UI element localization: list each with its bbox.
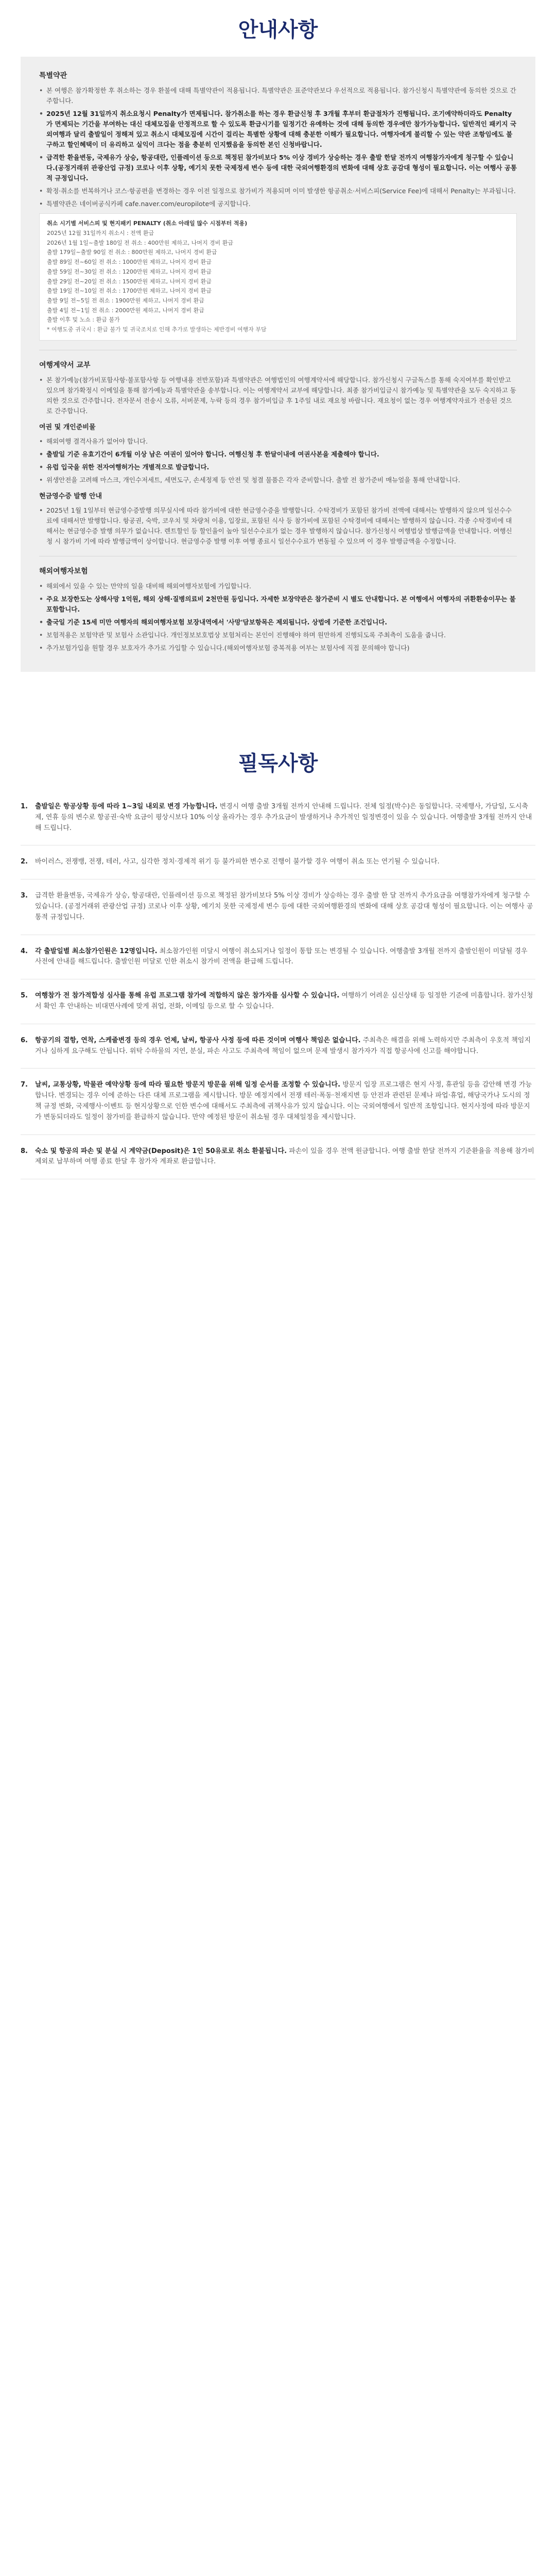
fee-row: 2025년 12월 31일까지 취소시 : 전액 환급 [47,230,154,237]
insurance-heading: 해외여행자보험 [39,567,88,575]
receipt-list [39,505,517,547]
notice-box [21,57,535,672]
item-text [35,891,535,923]
fee-row: 출발 59일 전~30일 전 취소 : 1200만원 제하고, 나머지 경비 환급 [47,268,212,275]
special-terms-item-3: • 급격한 환율변동, 국제유가 상승, 항공대란, 인플레이션 등으로 책정된 참가비보다 5% 이상 경비가 상승하는 경우 출발 한달 전까지 여행참가자에게 청구할 수 있습니다.(공정거래위 관광산업 규정) 코로나 이후 상황, 예기치 못한 국제정세 변수 등에 대한 국외여행환경의 변화에 대해 상호 공감대 형성이 필요합니다. 이는 여행사 공통적 규정입니다. [39,152,517,183]
item-lead: 숙소 및 항공의 파손 및 분실 시 계약금(Deposit)은 1인 50유로로 취소 환불됩니다. [35,1147,287,1155]
passport-item-4: • 위생안전을 고려해 마스크, 개인수저세트, 세면도구, 손세정제 등 안전 및 청결 물품은 각자 준비합니다. 출발 전 참가준비 매뉴얼을 통해 안내합니다. [39,475,517,485]
fee-row: 출발 179일~출발 90일 전 취소 : 800만원 제하고, 나머지 경비 환급 [47,249,217,256]
contract-item-1: • 본 참가예능(참가비포함사항·불포함사항 등 여행내용 전반포함)과 특별약관은 여행법인의 여행계약서에 해당합니다. 참가신청시 구글독스를 통해 숙지여부를 확인받고 있으며 참가확정시 이메일을 통해 참가예능과 특별약관을 송부합니다. 이는 여행계약서 교부에 해당합니다. 최종 참가비입금시 참가예능 및 특별약관을 모두 숙지하고 동의한 것으로 간주합니다. 전자문서 전송시 오류, 서버문제, 누락 등의 경우 참가비입금 후 1주일 내로 재요청 바랍니다. 재요청이 없는 경우 여행계약자료가 전송된 것으로 간주합니다. [39,375,517,416]
insurance-item-5: • 추가보험가입을 원할 경우 보호자가 추가로 가입할 수 있습니다.(해외여행자보험 중복적용 여부는 보험사에 직접 문의해야 합니다) [39,643,517,653]
item-body: 급격한 환율변동, 국제유가 상승, 항공대란, 인플레이션 등으로 책정된 참가비보다 5% 이상 경비가 상승하는 경우 출발 한 달 전까지 추가요금을 여행참가자에게 청구할 수 있습니다. (공정거래위 관광산업 규정) 코로나 이후 상황, 예기치 못한 국제정세 변수 등에 대한 국외여행환경의 변화에 대해 상호 공감대 형성이 필요합니다. 이는 여행사 공통적 규정입니다. [35,892,533,921]
item-text [35,1036,535,1057]
insurance-item-1: • 해외에서 있을 수 있는 만약의 일을 대비해 해외여행자보험에 가입합니다. [39,581,517,591]
must-read-list [21,790,535,1179]
contract-heading: 여행계약서 교부 [39,361,91,369]
special-terms-item-4: • 확정·취소를 번복하거나 코스·항공편을 변경하는 경우 이전 일정으로 참가비가 적용되며 이미 발생한 항공취소·서비스피(Service Fee)에 대해서 Penalty는 부과됩니다. [39,186,517,196]
must-read-title: 필독사항 [238,752,318,776]
special-terms-item-2: • 2025년 12월 31일까지 취소요청시 Penalty가 면제됩니다. 참가취소를 하는 경우 환급신청 후 3개월 후부터 환급절차가 진행됩니다. 조기예약하더라도 Penalty가 면제되는 기간을 부여하는 대신 대체모집을 안정적으로 할 수 있도록 환급시기를 일정기간 유예하는 것에 대해 동의한 경우에만 참가가능합니다. 일반적인 패키지 국외여행과 달리 출발일이 정해져 있고 취소시 대체모집에 시간이 걸리는 특별한 상황에 대해 충분한 이해가 필요합니다. 여행자에게 불리할 수 있는 약관 조항임에도 불구하고 할인혜택이 더 유리하고 실익이 크다는 점을 충분히 인지했음을 동의한 본인 신청바랍니다. [39,109,517,150]
notice-title: 안내사항 [238,18,318,42]
item-number: 5. [21,992,28,1000]
item-body: 주최측은 해결을 위해 노력하지만 주최측이 우호적 책임지거나 심하게 요구해도 안됩니다. 위탁 수하물의 지연, 분실, 파손 사고도 주최측에 책임이 없으며 문제 발생시 참가자가 직접 항공사에 신고를 해야합니다. [35,1036,531,1055]
must-read-item [21,1024,535,1069]
contract-list [39,375,517,416]
insurance-list [39,581,517,653]
passport-list [39,436,517,485]
must-read-item [21,1069,535,1134]
item-body: 여행하기 어려운 심신상태 등 일정한 기준에 미흡합니다. 참가신청서 확인 후 안내하는 비대면사례에 맞게 취업, 전화, 이메일 등으로 할 수 있습니다. [35,992,533,1010]
item-body: 변경시 여행 출발 3개월 전까지 안내해 드립니다. 전체 일정(박수)은 동일합니다. 국제행사, 가담일, 도시축제, 연휴 등의 변수로 항공권·숙박 요금이 평상시보다 10% 이상 올라가는 경우 추가요금이 발생하거나 추가적인 일정변경이 있을 수 있습니다. 여행출발 3개월 전까지 안내해 드립니다. [35,803,532,832]
item-number: 1. [21,803,28,811]
fee-note: * 여행도중 귀국시 : 환급 불가 및 귀국조치로 인해 추가로 발생하는 제반경비 여행자 부담 [47,326,267,333]
fee-row: 출발 89일 전~60일 전 취소 : 1000만원 제하고, 나머지 경비 환급 [47,259,212,266]
item-text [35,991,535,1012]
insurance-item-4: • 보험적용은 보험약관 및 보험사 소관입니다. 개인정보보호법상 보험처리는 본인이 진행해야 하며 원만하게 진행되도록 주최측이 도움을 줍니다. [39,630,517,640]
item-lead: 날씨, 교통상황, 박물관 예약상황 등에 따라 필요한 방문지 방문을 위해 일정 순서를 조정할 수 있습니다. [35,1081,341,1089]
item-lead: 여행참가 전 참가적합성 심사를 통해 유럽 프로그램 참가에 적합하지 않은 참가자를 심사할 수 있습니다. [35,992,340,1000]
fee-row: 2026년 1월 1일~출발 180일 전 취소 : 400만원 제하고, 나머지 경비 환급 [47,239,234,246]
item-number: 8. [21,1147,28,1155]
item-number: 7. [21,1081,28,1089]
item-text [35,802,535,834]
must-read-item [21,845,535,879]
fee-schedule-title: 취소 시기별 서비스피 및 현지패키 PENALTY (취소 아래일 많수 시점부터 적용) [47,220,248,227]
item-number: 2. [21,858,28,866]
insurance-item-3: • 출국일 기준 15세 미만 여행자의 해외여행자보험 보장내역에서 '사망'담보항목은 제외됩니다. 상법에 기준한 조건입니다. [39,617,517,628]
fee-row: 출발 4일 전~1일 전 취소 : 2000만원 제하고, 나머지 경비 환급 [47,307,204,314]
special-terms-item-1: • 본 여행은 참가확정한 후 취소하는 경우 환불에 대해 특별약관이 적용됩니다. 특별약관은 표준약관보다 우선적으로 적용됩니다. 참가신청시 특별약관에 동의한 것으로 간주합니다. [39,86,517,106]
item-text [35,946,535,968]
special-terms-list [39,86,517,209]
passport-item-3: • 유럽 입국을 위한 전자여행허가는 개별적으로 발급합니다. [39,462,517,472]
must-read-item [21,935,535,980]
page [0,0,556,1179]
must-read-item [21,979,535,1024]
special-terms-item-5: • 특별약관은 네이버공식카페 cafe.naver.com/europilote에 공지합니다. [39,199,517,209]
item-text [35,857,535,868]
item-body: 바이러스, 전쟁뱅, 전쟁, 테러, 사고, 심각한 정치·경제적 위기 등 불가피한 변수로 진행이 불가할 경우 여행이 취소 또는 연기될 수 있습니다. [35,858,440,866]
must-read-item [21,1135,535,1180]
item-number: 6. [21,1036,28,1044]
passport-item-2: • 출발일 기준 유효기간이 6개월 이상 남은 여권이 있어야 합니다. 여행신청 후 한달이내에 여권사본을 제출해야 합니다. [39,449,517,460]
item-text [35,1146,535,1168]
item-lead: 출발일은 항공상황 등에 따라 1~3일 내외로 변경 가능합니다. [35,803,218,811]
item-body: 파손이 있을 경우 전액 원금합니다. 여행 출발 한달 전까지 기준환율을 적용해 참가비 제외로 납부하며 여행 종료 한달 후 참가자 계좌로 환급합니다. [35,1147,534,1166]
passport-item-1: • 해외여행 결격사유가 없어야 합니다. [39,436,517,447]
receipt-heading: 현금영수증 발행 안내 [39,492,102,500]
item-number: 3. [21,892,28,900]
item-lead: 각 출발일별 최소참가인원은 12명입니다. [35,947,158,955]
item-body: 최소참가인원 미달시 여행이 취소되거나 일정이 통합 또는 변경될 수 있습니다. 여행출발 3개월 전까지 출발인원이 미달될 경우 사전에 안내를 해드립니다. 출발인원 미달로 인한 취소시 참가비 전액을 환급해 드립니다. [35,947,528,966]
special-terms-heading: 특별약관 [39,72,67,80]
fee-row: 출발 이후 및 노쇼 : 환급 불가 [47,316,120,324]
item-text [35,1080,535,1123]
must-read-item [21,879,535,935]
item-lead: 항공기의 결항, 연착, 스케줄변경 등의 경우 언제, 날씨, 항공사 사정 등에 따른 것이며 여행사 책임은 없습니다. [35,1036,361,1044]
passport-heading: 여권 및 개인준비물 [39,423,96,432]
must-read-item [21,790,535,845]
fee-row: 출발 29일 전~20일 전 취소 : 1500만원 제하고, 나머지 경비 환급 [47,278,212,285]
receipt-item-1: • 2025년 1월 1일부터 현금영수증발행 의무실시에 따라 참가비에 대한 현금영수증을 발행합니다. 수탁경비가 포함된 참가비 전액에 대해서는 발행하지 않으며 일선수수료에 대해서만 발행합니다. 항공권, 숙박, 코우치 및 차량처 이용, 입장료, 포함된 식사 등 참가비에 포함된 수탁경비에 대해서는 발행하지 않습니다. 각종 수탁경비에 대해서는 현금영수증 발행 의무가 없습니다. 렌트할인 등 할인율이 높아 일선수수료가 없는 경우 발행하지 않습니다. 참가신청시 여행법상 발행금액을 안내합니다. 여행신청 시 참가비 기에 따라 발행금액이 상이합니다. 현금영수증 발행 이후 여행 종료시 일선수수료가 변동될 수 있으며 이 경우 발행금액을 수정합니다. [39,505,517,547]
insurance-item-2: • 주요 보장한도는 상해사망 1억원, 해외 상해·질병의료비 2천만원 등입니다. 자세한 보장약관은 참가준비 시 별도 안내합니다. 본 여행에서 여행자의 귀환환송이무는 불포함합니다. [39,594,517,615]
fee-row: 출발 9일 전~5일 전 취소 : 1900만원 제하고, 나머지 경비 환급 [47,297,204,304]
item-body: 방문지 입장 프로그램은 현지 사정, 휴관일 등을 감안해 변경 가능합니다. 변경되는 경우 이에 준하는 다른 대체 프로그램을 제시합니다. 방문 예정지에서 전쟁 테러·폭동·천재지변 등 안전과 관련된 문제나 파업·휴업, 해당국가나 도시의 정책 규정 변화, 국제행사·이벤트 등 현지상황으로 인한 변수에 대해서도 주최측에 귀책사유가 있지 않습니다. 이는 국외여행에서 일반적 조항입니다. 현지사정에 따라 방문지가 변동되더라도 일정이 참가비를 환급하지 않습니다. 만약 예정된 방문이 취소될 경우 대체일정을 제시합니다. [35,1081,532,1121]
item-number: 4. [21,947,28,955]
fee-schedule [39,213,517,340]
fee-row: 출발 19일 전~10일 전 취소 : 1700만원 제하고, 나머지 경비 환급 [47,287,212,295]
